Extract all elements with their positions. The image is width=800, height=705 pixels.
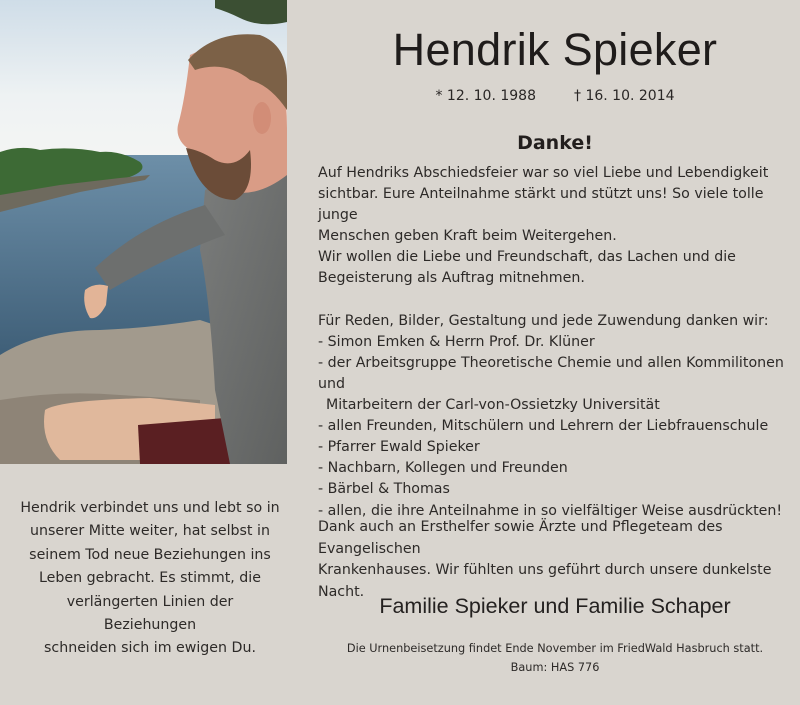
ersthelfer-line: Krankenhauses. Wir fühlten uns geführt durch unsere dunkelste Nacht. [318,562,772,600]
thanks-list-item: - allen, die ihre Anteilnahme in so vielfältiger Weise ausdrückten! [318,502,783,519]
thanks-list-intro: Für Reden, Bilder, Gestaltung und jede Zuwendung danken wir: [318,312,769,329]
quote-line: Hendrik verbindet uns und lebt so in [20,500,280,516]
quote-line: schneiden sich im ewigen Du. [44,640,256,657]
portrait-photo [0,0,287,464]
deceased-name: Hendrik Spieker [392,24,718,75]
ersthelfer-thanks [318,517,798,603]
memorial-quote [20,497,280,661]
paragraph-spacer [318,290,793,311]
thanks-list-item: - Pfarrer Ewald Spieker [318,439,480,456]
life-dates [310,88,800,104]
thanks-heading: Danke! [517,132,593,154]
portrait-photo-icon [0,0,287,464]
thanks-intro-line: Begeisterung als Auftrag mitnehmen. [318,270,585,287]
thanks-list-item: - der Arbeitsgruppe Theoretische Chemie und allen Kommilitonen und [318,354,784,392]
thanks-list-item: - Nachbarn, Kollegen und Freunden [318,460,568,477]
family-signature: Familie Spieker und Familie Schaper [379,594,731,618]
thanks-list-item-continuation: Mitarbeitern der Carl-von-Ossietzky Universität [326,397,660,414]
thanks-intro-line: Menschen geben Kraft beim Weitergehen. [318,228,617,245]
birth-date: * 12. 10. 1988 [435,88,536,104]
quote-line: unserer Mitte weiter, hat selbst in [30,523,270,540]
thanks-list-item: - Simon Emken & Herrn Prof. Dr. Klüner [318,333,595,350]
thanks-list-item: - Bärbel & Thomas [318,481,450,498]
burial-notice [310,640,800,677]
thanks-intro-line: sichtbar. Eure Anteilnahme stärkt und stützt uns! So viele tolle junge [318,186,764,224]
thanks-intro-line: Wir wollen die Liebe und Freundschaft, das Lachen und die [318,249,736,266]
quote-line: verlängerten Linien der Beziehungen [66,593,234,634]
death-date: † 16. 10. 2014 [574,88,675,104]
quote-line: Leben gebracht. Es stimmt, die [39,570,261,587]
burial-info: Die Urnenbeisetzung findet Ende November im FriedWald Hasbruch statt. [346,642,764,655]
thanks-body [318,163,793,522]
quote-line: seinem Tod neue Beziehungen ins [29,546,271,563]
tree-number: Baum: HAS 776 [510,660,600,674]
ersthelfer-line: Dank auch an Ersthelfer sowie Ärzte und Pflegeteam des Evangelischen [318,519,723,557]
thanks-intro-line: Auf Hendriks Abschiedsfeier war so viel Liebe und Lebendigkeit [318,165,769,181]
thanks-list-item: - allen Freunden, Mitschülern und Lehrern der Liebfrauenschule [318,418,769,435]
